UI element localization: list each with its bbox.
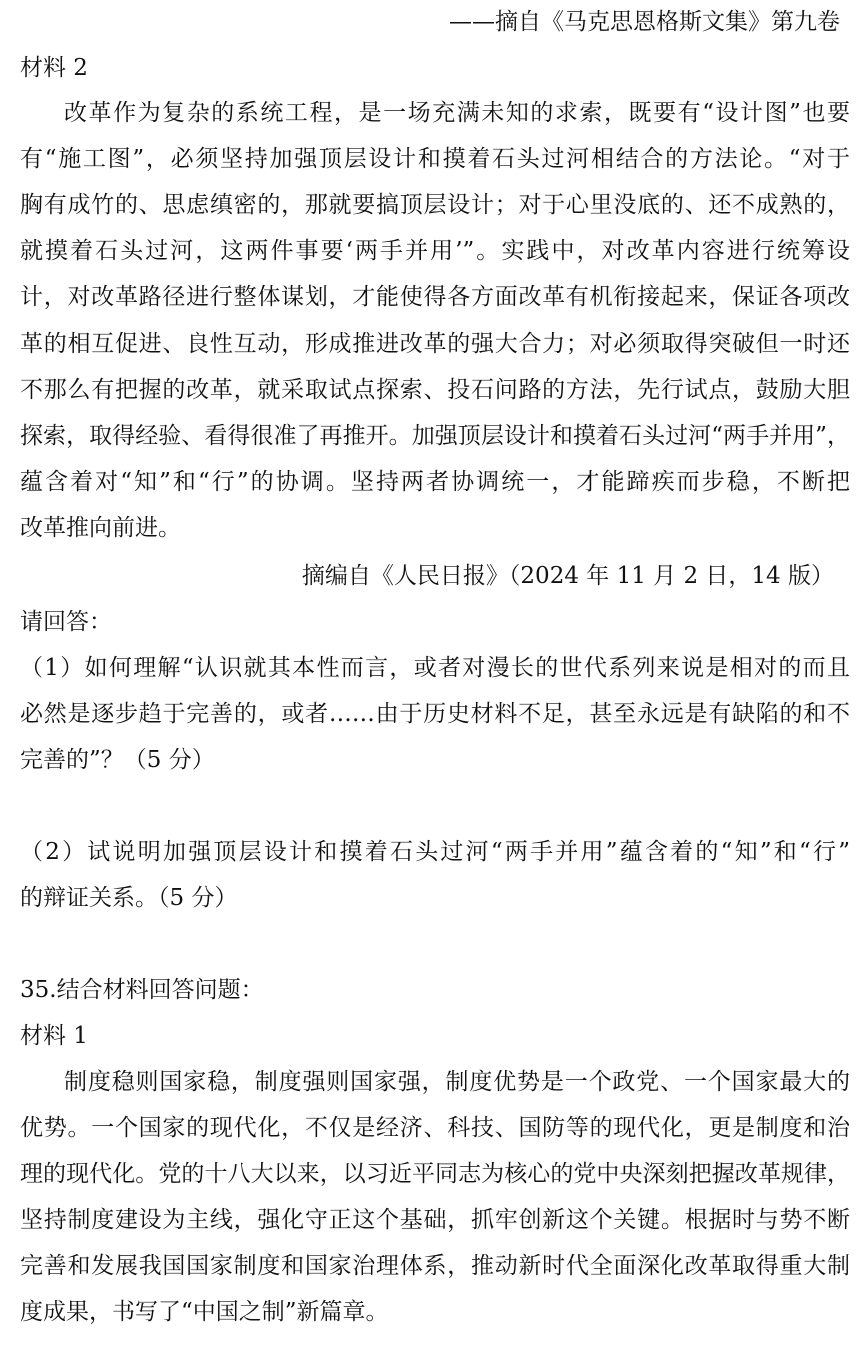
material-1-paragraph-line: 坚持制度建设为主线，强化守正这个基础，抓牢创新这个关键。根据时与势不断 [20, 1207, 850, 1233]
question-35-title: 35.结合材料回答问题： [20, 977, 264, 1003]
material-2-paragraph-line: 革的相互促进、良性互动，形成推进改革的强大合力；对必须取得突破但一时还 [20, 331, 850, 357]
top-source-citation: ——摘自《马克思恩格斯文集》第九卷 [449, 9, 840, 35]
material-2-paragraph-line: 不那么有把握的改革，就采取试点探索、投石问路的方法，先行试点，鼓励大胆 [20, 377, 850, 403]
material-1-paragraph-line: 制度稳则国家稳，制度强则国家强，制度优势是一个政党、一个国家最大的 [64, 1069, 850, 1095]
material-2-label: 材料 2 [20, 55, 88, 81]
material-2-paragraph-line: 计，对改革路径进行整体谋划，才能使得各方面改革有机衔接起来，保证各项改 [20, 284, 850, 310]
question-2-line: 的辩证关系。（5 分） [20, 885, 238, 911]
material-1-paragraph-line: 完善和发展我国国家制度和国家治理体系，推动新时代全面深化改革取得重大制 [20, 1253, 850, 1279]
material-1-label: 材料 1 [20, 1023, 88, 1049]
question-1-line: 完善的”？（5 分） [20, 747, 215, 773]
material-2-paragraph-line: 就摸着石头过河，这两件事要‘两手并用’”。实践中，对改革内容进行统筹设 [20, 238, 850, 264]
question-1-line: （1）如何理解“认识就其本性而言，或者对漫长的世代系列来说是相对的而且 [20, 655, 850, 681]
material-2-paragraph-line: 胸有成竹的、思虑缜密的，那就要搞顶层设计；对于心里没底的、还不成熟的， [20, 192, 850, 218]
material-2-paragraph-line: 有“施工图”，必须坚持加强顶层设计和摸着石头过河相结合的方法论。“对于 [20, 146, 850, 172]
material-2-paragraph-line: 蕴含着对“知”和“行”的协调。坚持两者协调统一，才能蹄疾而步稳，不断把 [20, 469, 850, 495]
material-2-paragraph-line: 改革作为复杂的系统工程，是一场充满未知的求索，既要有“设计图”也要 [64, 100, 850, 126]
material-2-source-citation: 摘编自《人民日报》（2024 年 11 月 2 日，14 版） [301, 563, 834, 589]
question-prompt: 请回答： [20, 609, 112, 635]
material-1-paragraph-line: 优势。一个国家的现代化，不仅是经济、科技、国防等的现代化，更是制度和治 [20, 1115, 850, 1141]
question-1-line: 必然是逐步趋于完善的，或者……由于历史材料不足，甚至永远是有缺陷的和不 [20, 701, 850, 727]
material-1-paragraph-line: 度成果，书写了“中国之制”新篇章。 [20, 1299, 389, 1325]
question-2-line: （2）试说明加强顶层设计和摸着石头过河“两手并用”蕴含着的“知”和“行” [20, 839, 850, 865]
material-2-paragraph-line: 改革推向前进。 [20, 515, 181, 541]
material-1-paragraph-line: 理的现代化。党的十八大以来，以习近平同志为核心的党中央深刻把握改革规律， [20, 1161, 850, 1187]
material-2-paragraph-line: 探索，取得经验、看得很准了再推开。加强顶层设计和摸着石头过河“两手并用”， [20, 423, 850, 449]
